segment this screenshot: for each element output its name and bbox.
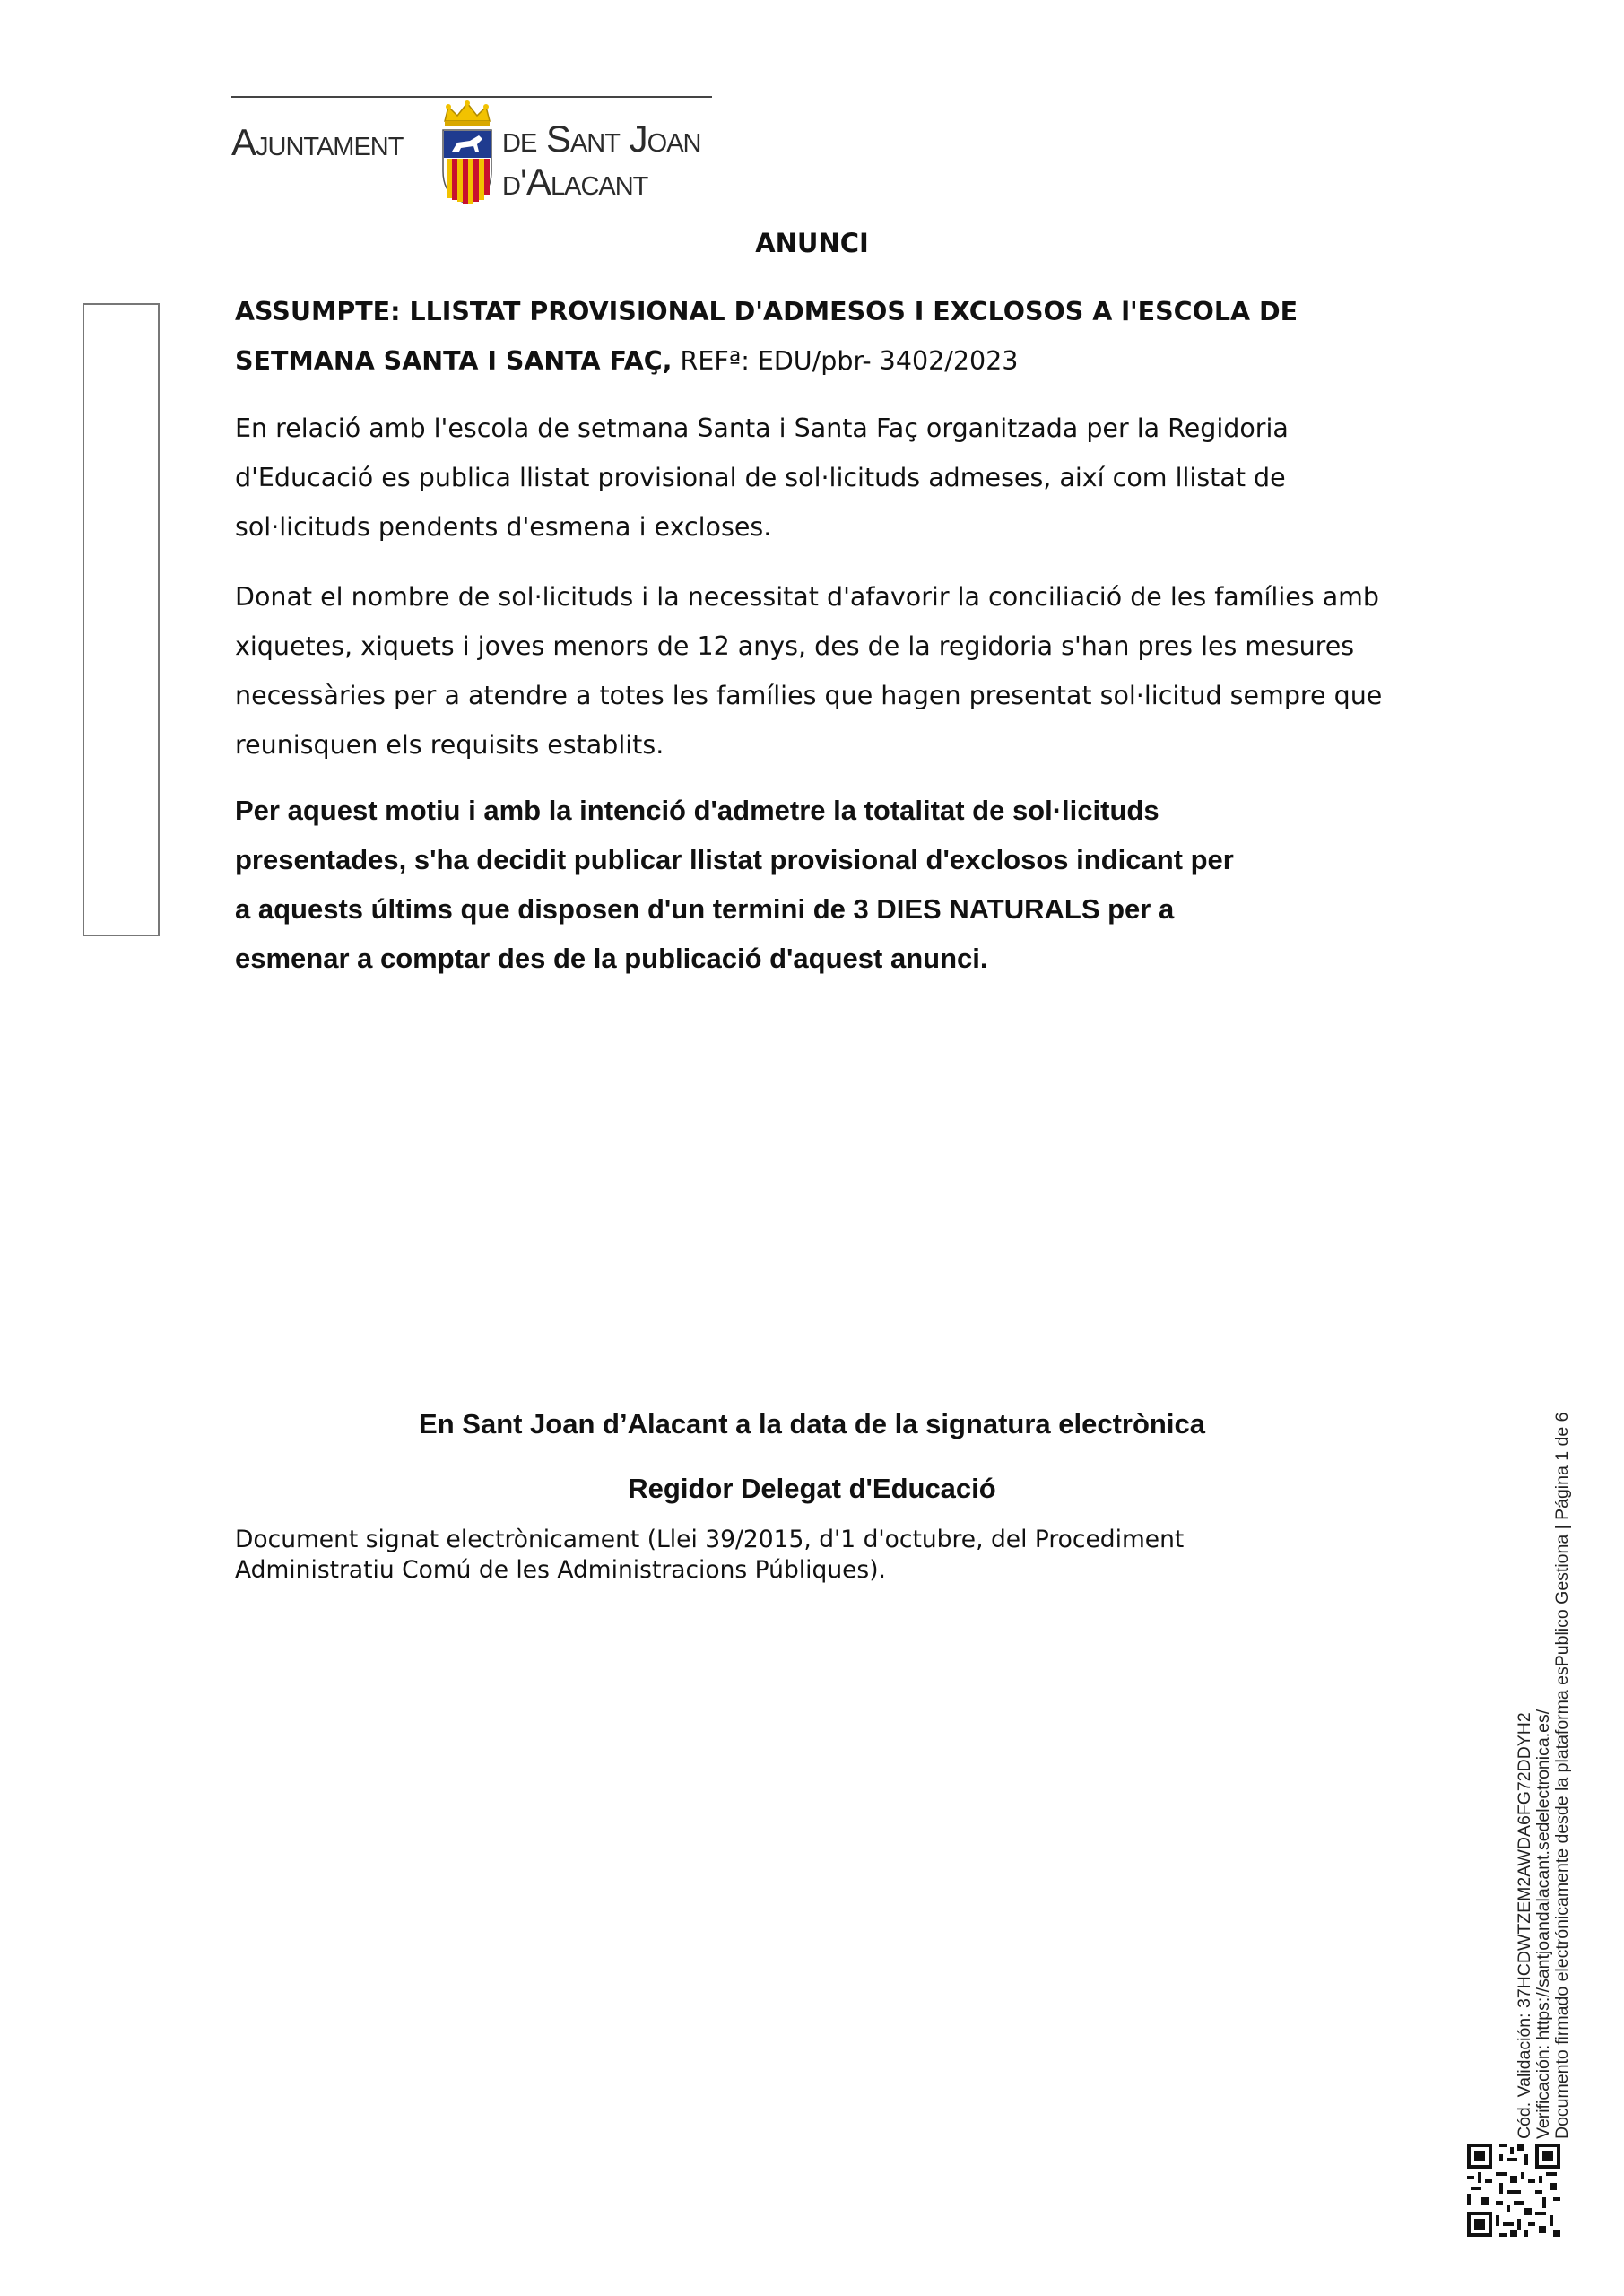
subject-reference: REFª: EDU/pbr- 3402/2023 xyxy=(672,346,1019,376)
logo-text-right-1: de Sant Joan xyxy=(502,117,701,160)
paragraph-3 xyxy=(235,786,1428,983)
logo-text-right-2: d'Alacant xyxy=(502,161,648,203)
coat-of-arms-icon xyxy=(439,100,495,205)
validation-side-text xyxy=(1515,1413,1572,2139)
verification-url: Verificación: https://santjoandalacant.sedelectronica.es/ xyxy=(1533,1709,1553,2139)
paragraph-1: En relació amb l'escola de setmana Santa i Santa Faç organitzada per la Regidoria d'Educació es publica llistat provisional de sol·licituds admeses, així com llistat de sol·licituds pendents d'esmena i excloses. xyxy=(235,413,1289,542)
validation-code: Cód. Validación: 37HCDWTZEM2AWDA6FG72DDYH2 xyxy=(1515,1712,1534,2139)
paragraph-3-line: Per aquest motiu i amb la intenció d'admetre la totalitat de sol·licituds xyxy=(235,795,1159,826)
logo-text-left: Ajuntament xyxy=(231,121,404,163)
qr-code-icon xyxy=(1467,2144,1560,2237)
crown-icon xyxy=(445,100,490,126)
logo-rule xyxy=(231,96,712,98)
signature-place: En Sant Joan d’Alacant a la data de la signatura electrònica xyxy=(419,1408,1205,1439)
paragraph-3-line: esmenar a comptar des de la publicació d'aquest anunci. xyxy=(235,943,988,974)
document-title: ANUNCI xyxy=(755,228,869,258)
signature-role: Regidor Delegat d'Educació xyxy=(628,1473,996,1504)
signature-note-line: Administratiu Comú de les Administracions Públiques). xyxy=(235,1556,886,1584)
subject-line xyxy=(235,287,1428,386)
paragraph-3-line: a aquests últims que disposen d'un termini de 3 DIES NATURALS per a xyxy=(235,893,1175,925)
paragraph-2: Donat el nombre de sol·licituds i la necessitat d'afavorir la conciliació de les famílies amb xiquetes, xiquets i joves menors de 12 anys, des de la regidoria s'han pres les mesures necessàries per a atendre a totes les famílies que hagen presentat sol·licitud sempre que reunisquen els requisits establits. xyxy=(235,582,1383,760)
signature-note-line: Document signat electrònicament (Llei 39/2015, d'1 d'octubre, del Procediment xyxy=(235,1526,1185,1553)
signature-platform-note: Documento firmado electrónicamente desde la plataforma esPublico Gestiona | Página 1 de 6 xyxy=(1552,1412,1572,2139)
margin-stamp-box xyxy=(83,303,160,936)
municipal-logo xyxy=(231,94,716,206)
signature-note xyxy=(235,1525,1311,1586)
subject-bold: ASSUMPTE: LLISTAT PROVISIONAL D'ADMESOS I EXCLOSOS A l'ESCOLA DE SETMANA SANTA I SANTA FAÇ, xyxy=(235,297,1298,376)
paragraph-3-line: presentades, s'ha decidit publicar llistat provisional d'exclosos indicant per xyxy=(235,844,1234,875)
